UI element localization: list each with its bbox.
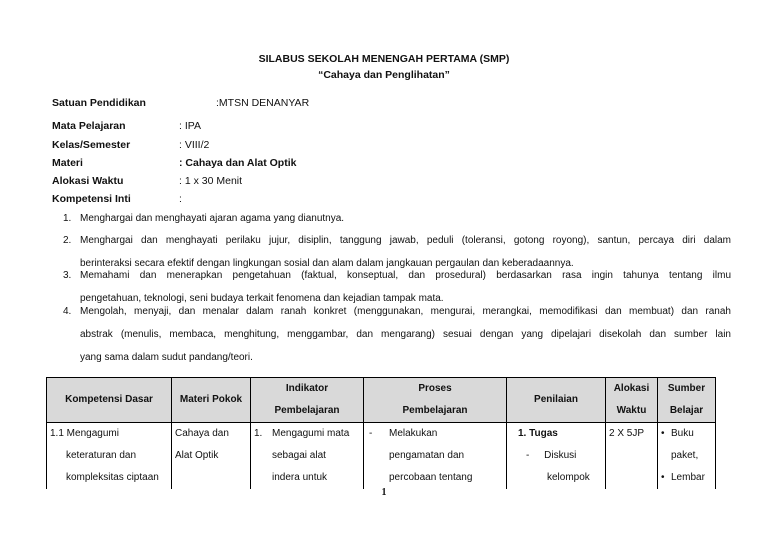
cell-proses: - Melakukan pengamatan dan percobaan tentang: [364, 423, 507, 490]
info-label: Mata Pelajaran: [52, 120, 126, 132]
info-value: : IPA: [179, 120, 201, 132]
cell-alokasi: 2 X 5JP: [606, 423, 658, 490]
ki-line: Memahami dan menerapkan pengetahuan (faktual, konseptual, dan prosedural) berdasarkan rasa ingin tahunya tentang ilmu: [80, 270, 731, 281]
ki-line: pengetahuan, teknologi, seni budaya terkait fenomena dan kejadian tampak mata.: [80, 293, 444, 304]
header-materi-pokok: Materi Pokok: [172, 378, 251, 423]
cell-kompetensi-dasar: 1.1 Mengagumi keteraturan dan kompleksitas ciptaan: [47, 423, 172, 490]
ki-number: 4.: [63, 306, 72, 317]
info-value: : VIII/2: [179, 139, 210, 151]
ki-number: 2.: [63, 235, 72, 246]
table-header-row: [47, 378, 716, 423]
header-kompetensi-dasar: Kompetensi Dasar: [47, 378, 172, 423]
cell-indikator: 1. Mengagumi mata sebagai alat indera untuk: [251, 423, 364, 490]
ki-line: Menghargai dan menghayati perilaku jujur, disiplin, tanggung jawab, peduli (toleransi, gotong royong), santun, percaya diri dalam: [80, 235, 731, 246]
header-indikator: Indikator Pembelajaran: [251, 378, 364, 423]
header-alokasi: Alokasi Waktu: [606, 378, 658, 423]
info-value: :MTSN DENANYAR: [216, 97, 310, 109]
info-label: Materi: [52, 157, 83, 169]
info-label: Kompetensi Inti: [52, 193, 131, 205]
ki-item-4: [63, 300, 731, 369]
info-label: Kelas/Semester: [52, 139, 131, 151]
info-value: : Cahaya dan Alat Optik: [179, 157, 297, 169]
ki-number: 3.: [63, 270, 72, 281]
page-number: 1: [381, 487, 387, 498]
syllabus-table: [46, 377, 716, 489]
header-sumber: Sumber Belajar: [658, 378, 716, 423]
cell-sumber: • Buku paket, • Lembar: [658, 423, 716, 490]
header-penilaian: Penilaian: [507, 378, 606, 423]
info-value: :: [179, 193, 182, 205]
table-row: [47, 423, 716, 490]
cell-penilaian: 1. Tugas - Diskusi kelompok: [507, 423, 606, 490]
document-title: SILABUS SEKOLAH MENENGAH PERTAMA (SMP): [258, 53, 510, 65]
ki-item-1: [63, 207, 731, 230]
info-value: : 1 x 30 Menit: [179, 175, 243, 187]
ki-line: Menghargai dan menghayati ajaran agama yang dianutnya.: [80, 213, 345, 224]
ki-number: 1.: [63, 213, 72, 224]
ki-line: abstrak (menulis, membaca, menghitung, menggambar, dan mengarang) sesuai dengan yang dipelajari disekolah dan sumber lain: [80, 329, 731, 340]
ki-line: berinteraksi secara efektif dengan lingkungan sosial dan alam dalam jangkauan pergaulan dan keberadaannya.: [80, 258, 574, 269]
ki-line: yang sama dalam sudut pandang/teori.: [80, 352, 253, 363]
ki-line: Mengolah, menyaji, dan menalar dalam ranah konkret (menggunakan, mengurai, merangkai, memodifikasi dan membuat) dan ranah: [80, 306, 731, 317]
info-label: Alokasi Waktu: [52, 175, 124, 187]
document-subtitle: “Cahaya dan Penglihatan”: [318, 69, 450, 81]
header-proses: Proses Pembelajaran: [364, 378, 507, 423]
info-label: Satuan Pendidikan: [52, 97, 146, 109]
cell-materi-pokok: Cahaya dan Alat Optik: [172, 423, 251, 490]
